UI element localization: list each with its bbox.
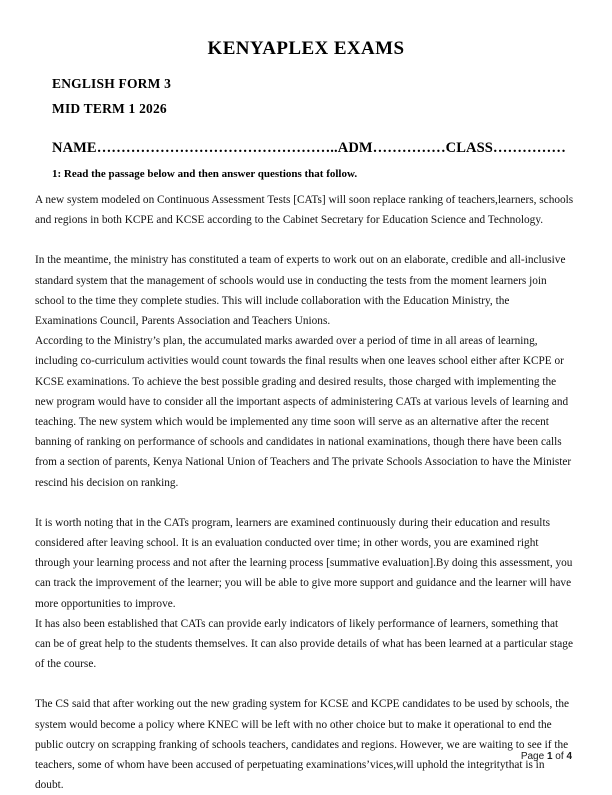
question-heading: 1: Read the passage below and then answer questions that follow. [52, 168, 358, 180]
passage-paragraph: The CS said that after working out the new grading system for KCSE and KCPE candidates to be used by schools, the system would become a policy where KNEC will be left with no other choice but to make it operational to end the public outcry on scrapping franking of schools teachers, candidates and regions. However, we are waiting to see if the teachers, some of whom have been accused of perpetuating examinations’vices,will uphold the integritythat is in doubt. [35, 698, 569, 792]
passage-paragraph: A new system modeled on Continuous Assessment Tests [CATs] will soon replace ranking of teachers,learners, schools and regions in both KCPE and KCSE according to the Cabinet Secretary for Education Science and Technology. [35, 194, 574, 227]
term-label: MID TERM 1 2026 [52, 101, 167, 116]
passage-paragraph: According to the Ministry’s plan, the accumulated marks awarded over a period of time in all areas of learning, including co-curriculum activities would count towards the final results when one leaves school either after KCPE or KCSE examinations. To achieve the best possible grading and desired results, those charged with implementing the new program would have to consider all the important aspects of administering CATs at various levels of learning and teaching. The new system which would be implemented any time soon will serve as an alternative after the recent banning of ranking on performance of schools and candidates in national examinations, though there have been calls from a section of parents, Kenya National Union of Teachers and The private Schools Association to have the Minister rescind his decision on ranking. [35, 335, 572, 489]
page-footer [521, 751, 572, 762]
footer-page-total: 4 [566, 751, 572, 762]
footer-page-prefix: Page [520, 751, 547, 762]
footer-page-of: of [552, 751, 567, 762]
page-title: KENYAPLEX EXAMS [207, 38, 405, 59]
student-details-line: NAME…………………………………………..ADM……………CLASS…………… [52, 140, 566, 156]
passage-body [35, 190, 574, 795]
passage-paragraph: It is worth noting that in the CATs program, learners are examined continuously during their education and results considered after leaving school. It is an evaluation conducted over time; in other words, you are examined right through your learning process and not after the learning process [summative evaluation].By doing this assessment, you can track the improvement of the learner; you will be able to give more support and guidance and the learner will have more opportunities to improve. [35, 516, 573, 610]
footer-page-number: 1 [546, 751, 553, 762]
passage-paragraph: It has also been established that CATs can provide early indicators of likely performance of learners, something that can be of great help to the students themselves. It can also provide details of what has been learned at a particular stage of the course. [35, 617, 573, 671]
passage-paragraph: In the meantime, the ministry has constituted a team of experts to work out on an elaborate, credible and all-inclusive standard system that the management of schools would use in conducting the tests from the moment learners join school to the time they complete studies. This will include collaboration with the Education Ministry, the Examinations Council, Parents Association and Teachers Unions. [35, 254, 566, 328]
subject-label: ENGLISH FORM 3 [52, 76, 172, 91]
